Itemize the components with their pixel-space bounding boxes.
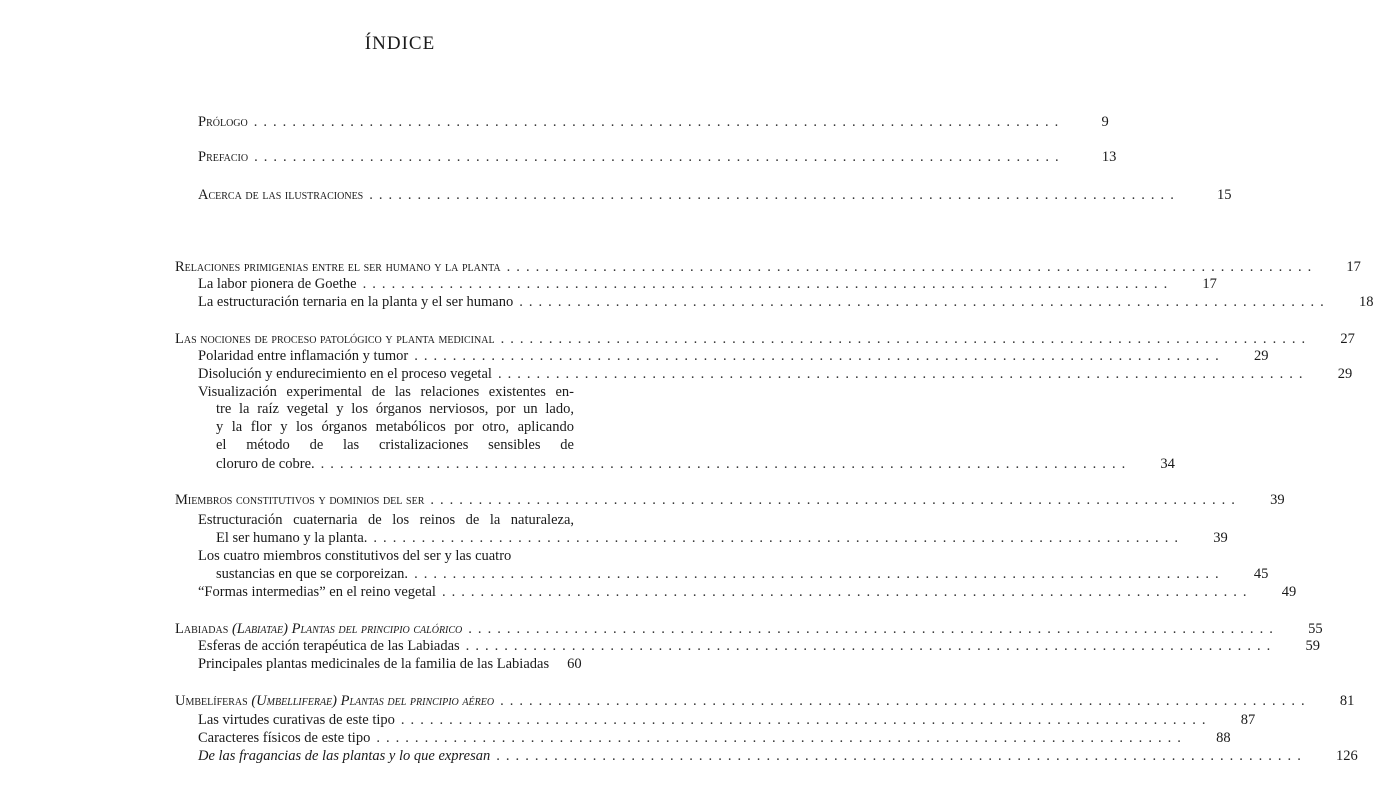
toc-entry[interactable] <box>198 730 1231 747</box>
toc-entry[interactable] <box>198 638 1320 655</box>
entry-label: Principales plantas medicinales de la familia de las Labiadas <box>198 656 550 672</box>
leader-dots: . . . . . . . . . . . . . . . . . . . . . . . . . . . . . . . . . . . . . . . . . . . . . . . . . . . . . . . . . . . . . . . . . . . . . . . . . . . . . . . . . . . . <box>496 748 1303 764</box>
entry-page: 60 <box>567 656 582 672</box>
leader-dots: . . . . . . . . . . . . . . . . . . . . . . . . . . . . . . . . . . . . . . . . . . . . . . . . . . . . . . . . . . . . . . . . . . . . . . . . . . . . . . . . . . . . <box>373 530 1180 546</box>
leader-dots: . . . . . . . . . . . . . . . . . . . . . . . . . . . . . . . . . . . . . . . . . . . . . . . . . . . . . . . . . . . . . . . . . . . . . . . . . . . . . . . . . . . . <box>362 276 1169 292</box>
toc-entry-line: y la flor y los órganos metabólicos por otro, aplicando <box>216 419 574 435</box>
chapter-page: 55 <box>1308 621 1323 637</box>
entry-label: Prólogo <box>198 114 248 130</box>
toc-chapter-labiadas[interactable] <box>175 621 1323 638</box>
entry-page: 9 <box>1101 114 1109 130</box>
chapter-label <box>175 621 462 638</box>
leader-dots: . . . . . . . . . . . . . . . . . . . . . . . . . . . . . . . . . . . . . . . . . . . . . . . . . . . . . . . . . . . . . . . . . . . . . . . . . . . . . . . . . . . . <box>320 456 1127 472</box>
chapter-label <box>175 693 494 710</box>
toc-entry-line: Visualización experimental de las relaciones existentes en- <box>198 384 574 400</box>
entry-page: 29 <box>1253 348 1269 364</box>
leader-dots: . . . . . . . . . . . . . . . . . . . . . . . . . . . . . . . . . . . . . . . . . . . . . . . . . . . . . . . . . . . . . . . . . . . . . . . . . . . . . . . . . . . . <box>430 492 1237 508</box>
entry-page: 87 <box>1240 712 1256 728</box>
entry-page: 13 <box>1101 149 1117 165</box>
leader-dots: . . . . . . . . . . . . . . . . . . . . . . . . . . . . . . . . . . . . . . . . . . . . . . . . . . . . . . . . . . . . . . . . . . . . . . . . . . . . . . . . . . . . <box>441 584 1248 600</box>
toc-entry[interactable] <box>216 456 1175 473</box>
toc-chapter-nociones[interactable] <box>175 331 1355 348</box>
toc-entry[interactable] <box>198 712 1256 729</box>
entry-label: Caracteres físicos de este tipo <box>198 730 371 746</box>
entry-label: “Formas intermedias” en el reino vegetal <box>198 584 436 600</box>
chapter-label-latin: (Umbelliferae) <box>251 693 337 709</box>
entry-label: El ser humano y la planta. <box>216 530 368 546</box>
entry-page: 17 <box>1202 276 1217 292</box>
chapter-label-subtitle: Plantas del principio calórico <box>291 621 463 637</box>
entry-page: 88 <box>1216 730 1231 746</box>
entry-page: 59 <box>1305 638 1320 654</box>
leader-dots: . . . . . . . . . . . . . . . . . . . . . . . . . . . . . . . . . . . . . . . . . . . . . . . . . . . . . . . . . . . . . . . . . . . . . . . . . . . . . . . . . . . . <box>253 114 1060 130</box>
chapter-label: Miembros constitutivos y dominios del ser <box>175 492 425 508</box>
leader-dots: . . . . . . . . . . . . . . . . . . . . . . . . . . . . . . . . . . . . . . . . . . . . . . . . . . . . . . . . . . . . . . . . . . . . . . . . . . . . . . . . . . . . <box>254 149 1060 165</box>
leader-dots: . . . . . . . . . . . . . . . . . . . . . . . . . . . . . . . . . . . . . . . . . . . . . . . . . . . . . . . . . . . . . . . . . . . . . . . . . . . . . . . . . . . . <box>500 693 1306 709</box>
leader-dots: . . . . . . . . . . . . . . . . . . . . . . . . . . . . . . . . . . . . . . . . . . . . . . . . . . . . . . . . . . . . . . . . . . . . . . . . . . . . . . . . . . . . <box>500 331 1307 347</box>
toc-chapter-relaciones[interactable] <box>175 259 1361 276</box>
toc-entry[interactable] <box>216 566 1269 583</box>
toc-entry[interactable] <box>198 294 1374 311</box>
chapter-label-name: Umbelíferas <box>175 693 248 709</box>
toc-entry[interactable] <box>198 276 1217 293</box>
entry-page: 45 <box>1253 566 1269 582</box>
entry-label: Esferas de acción terapéutica de las Labiadas <box>198 638 460 654</box>
entry-label: sustancias en que se corporeizan. <box>216 566 409 582</box>
entry-label: La estructuración ternaria en la planta y el ser humano <box>198 294 514 310</box>
page-title: ÍNDICE <box>364 33 436 54</box>
leader-dots: . . . . . . . . . . . . . . . . . . . . . . . . . . . . . . . . . . . . . . . . . . . . . . . . . . . . . . . . . . . . . . . . . . . . . . . . . . . . . . . . . . . . <box>497 366 1304 382</box>
leader-dots: . . . . . . . . . . . . . . . . . . . . . . . . . . . . . . . . . . . . . . . . . . . . . . . . . . . . . . . . . . . . . . . . . . . . . . . . . . . . . . . . . . . . <box>414 348 1220 364</box>
leader-dots: . . . . . . . . . . . . . . . . . . . . . . . . . . . . . . . . . . . . . . . . . . . . . . . . . . . . . . . . . . . . . . . . . . . . . . . . . . . . . . . . . . . . <box>465 638 1272 654</box>
leader-dots: . . . . . . . . . . . . . . . . . . . . . . . . . . . . . . . . . . . . . . . . . . . . . . . . . . . . . . . . . . . . . . . . . . . . . . . . . . . . . . . . . . . . <box>519 294 1326 310</box>
toc-entry-line: Los cuatro miembros constitutivos del ser y las cuatro <box>198 548 512 564</box>
toc-entry[interactable] <box>216 530 1228 547</box>
chapter-label-latin: (Labiatae) <box>231 621 288 637</box>
leader-dots: . . . . . . . . . . . . . . . . . . . . . . . . . . . . . . . . . . . . . . . . . . . . . . . . . . . . . . . . . . . . . . . . . . . . . . . . . . . . . . . . . . . . <box>376 730 1183 746</box>
entry-label: Acerca de las ilustraciones <box>198 187 364 203</box>
leader-dots: . . . . . . . . . . . . . . . . . . . . . . . . . . . . . . . . . . . . . . . . . . . . . . . . . . . . . . . . . . . . . . . . . . . . . . . . . . . . . . . . . . . . <box>506 259 1313 275</box>
entry-page: 49 <box>1281 584 1297 600</box>
toc-entry[interactable] <box>198 656 624 673</box>
toc-entry-ilustraciones[interactable] <box>198 187 1232 204</box>
entry-page: 29 <box>1337 366 1353 382</box>
toc-entry[interactable] <box>198 748 1358 765</box>
chapter-label: Relaciones primigenias entre el ser humano y la planta <box>175 259 501 275</box>
leader-dots: . . . . . . . . . . . . . . . . . . . . . . . . . . . . . . . . . . . . . . . . . . . . . . . . . . . . . . . . . . . . . . . . . . . . . . . . . . . . . . . . . . . . <box>468 621 1275 637</box>
toc-entry[interactable] <box>198 366 1353 383</box>
entry-label: Prefacio <box>198 149 249 165</box>
entry-label: Disolución y endurecimiento en el proceso vegetal <box>198 366 492 382</box>
toc-chapter-umbeliferas[interactable] <box>175 693 1355 710</box>
leader-dots: . . . . . . . . . . . . . . . . . . . . . . . . . . . . . . . . . . . . . . . . . . . . . . . . . . . . . . . . . . . . . . . . . . . . . . . . . . . . . . . . . . . . <box>414 566 1220 582</box>
chapter-label-name: Labiadas <box>175 621 229 637</box>
toc-entry[interactable] <box>198 348 1269 365</box>
entry-label: cloruro de cobre. <box>216 456 315 472</box>
entry-label: Las virtudes curativas de este tipo <box>198 712 395 728</box>
entry-page: 18 <box>1359 294 1374 310</box>
entry-page: 34 <box>1160 456 1175 472</box>
entry-page: 126 <box>1336 748 1358 764</box>
toc-entry[interactable] <box>198 584 1297 601</box>
leader-dots: . . . . . . . . . . . . . . . . . . . . . . . . . . . . . . . . . . . . . . . . . . . . . . . . . . . . . . . . . . . . . . . . . . . . . . . . . . . . . . . . . . . . <box>400 712 1207 728</box>
toc-chapter-miembros[interactable] <box>175 492 1285 509</box>
toc-entry-line: el método de las cristalizaciones sensibles de <box>216 437 574 453</box>
chapter-page: 39 <box>1270 492 1285 508</box>
chapter-label: Las nociones de proceso patológico y planta medicinal <box>175 331 495 347</box>
entry-label: De las fragancias de las plantas y lo que expresan <box>198 748 491 764</box>
chapter-label-subtitle: Plantas del principio aéreo <box>340 693 495 709</box>
toc-entry-prefacio[interactable] <box>198 149 1117 166</box>
entry-page: 39 <box>1213 530 1228 546</box>
chapter-page: 27 <box>1340 331 1355 347</box>
toc-entry-prologo[interactable] <box>198 114 1109 131</box>
toc-entry-line: tre la raíz vegetal y los órganos nerviosos, por un lado, <box>216 401 574 417</box>
entry-page: 15 <box>1217 187 1232 203</box>
entry-label: La labor pionera de Goethe <box>198 276 357 292</box>
entry-label: Polaridad entre inflamación y tumor <box>198 348 409 364</box>
chapter-page: 17 <box>1346 259 1361 275</box>
chapter-page: 81 <box>1339 693 1355 709</box>
leader-dots: . . . . . . . . . . . . . . . . . . . . . . . . . . . . . . . . . . . . . . . . . . . . . . . . . . . . . . . . . . . . . . . . . . . . . . . . . . . . . . . . . . . . <box>369 187 1176 203</box>
toc-entry-line: Estructuración cuaternaria de los reinos de la naturaleza, <box>198 512 574 528</box>
